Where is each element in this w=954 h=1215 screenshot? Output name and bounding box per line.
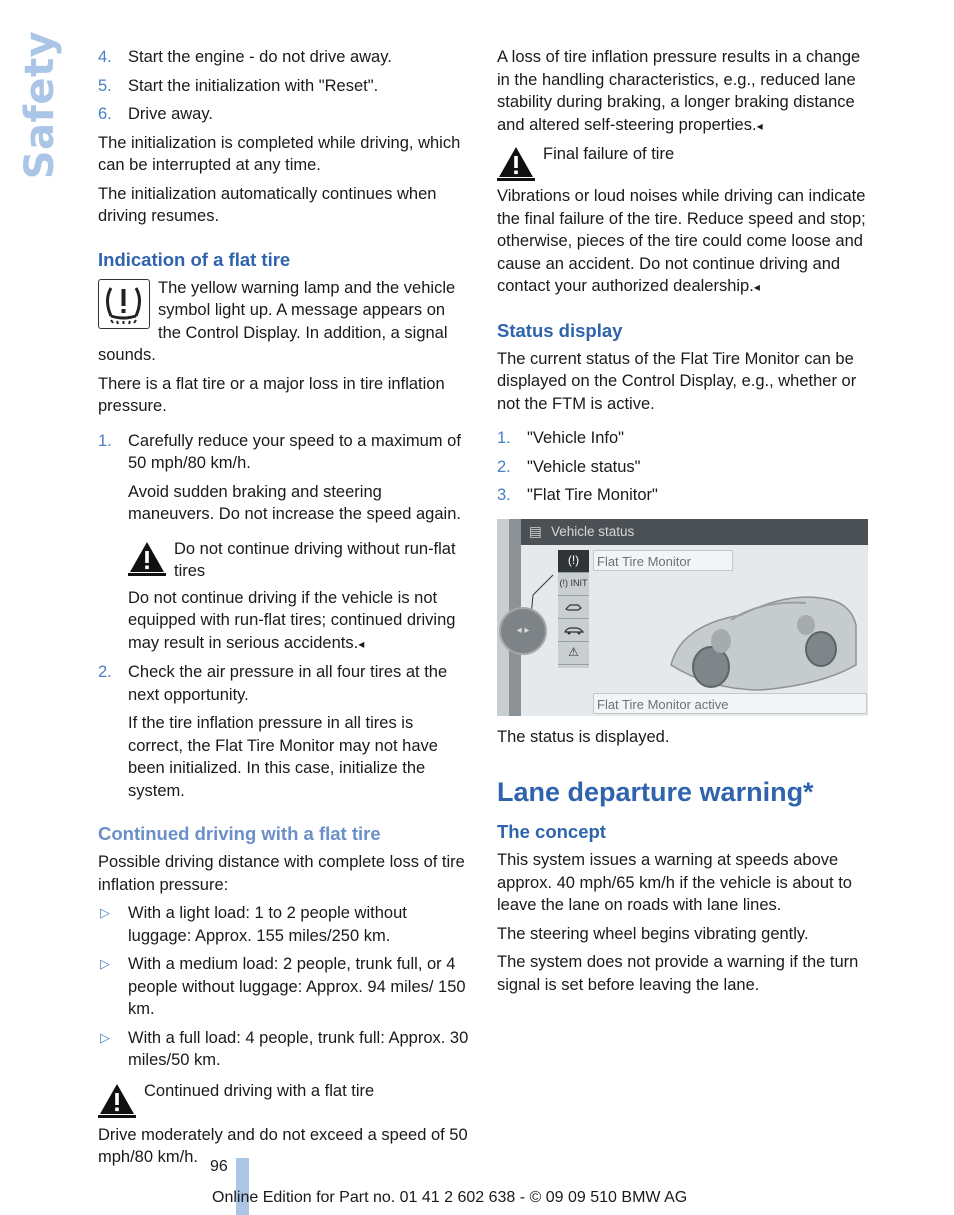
figure-caption: The status is displayed. xyxy=(497,727,670,746)
list-text: Start the initialization with "Reset". xyxy=(128,76,379,95)
paragraph: The initialization automatically continues when driving resumes. xyxy=(98,184,437,225)
menu-car-icon[interactable] xyxy=(558,619,589,642)
heading-lane-departure: Lane departure warning* xyxy=(497,777,814,807)
list-number: 1. xyxy=(98,431,112,450)
bullet-item xyxy=(98,1027,470,1072)
list-number: 5. xyxy=(98,76,112,95)
warning-title: Continued driving with a flat tire xyxy=(144,1081,375,1100)
bullet-triangle-icon: ▷ xyxy=(100,1029,110,1045)
bullet-text: With a medium load: 2 people, trunk full, or 4 people without luggage: Approx. 94 miles/ 150 km. xyxy=(128,955,466,1018)
list-number: 6. xyxy=(98,105,112,123)
left-column xyxy=(98,46,470,1175)
paragraph: A loss of tire inflation pressure results in a change in the handling characteristics, e.g., reduced lane stability during braking, a longer braking distance and altered self-steering properties.◂ xyxy=(497,48,861,134)
paragraph: The system does not provide a warning if the turn signal is set before leaving the lane. xyxy=(497,953,859,994)
tire-pressure-warning-icon xyxy=(98,279,150,329)
warning-triangle-icon xyxy=(98,1082,136,1118)
menu-flat-tire-icon[interactable]: (!) xyxy=(558,550,589,573)
warning-triangle-icon xyxy=(497,145,535,181)
bullet-triangle-icon: ▷ xyxy=(100,905,110,920)
list-text: Carefully reduce your speed to a maximum of 50 mph/80 km/h. xyxy=(128,431,461,472)
warning-header xyxy=(128,538,470,583)
menu-option-flat-tire-monitor[interactable]: Flat Tire Monitor xyxy=(593,550,733,571)
right-column xyxy=(497,46,869,1002)
menu-oil-icon[interactable] xyxy=(558,596,589,619)
list-item xyxy=(497,427,869,450)
bullet-text: With a light load: 1 to 2 people without luggage: Approx. 155 miles/250 km. xyxy=(128,904,407,945)
warning-header xyxy=(497,143,869,183)
warning-continued-driving xyxy=(98,1080,470,1169)
menu-init-icon[interactable]: (!) INIT xyxy=(558,573,589,596)
warning-run-flat xyxy=(98,538,470,656)
bullet-item xyxy=(98,953,470,1021)
menu-warning-icon[interactable]: ⚠ xyxy=(558,642,589,665)
list-item xyxy=(98,661,470,706)
list-item xyxy=(98,46,470,69)
section-tab-label: Safety xyxy=(16,30,63,180)
warning-title: Do not continue driving without run-flat tires xyxy=(174,539,456,580)
paragraph: Avoid sudden braking and steering maneuvers. Do not increase the speed again. xyxy=(128,482,461,523)
edition-line: Online Edition for Part no. 01 41 2 602 638 - © 09 09 510 BMW AG xyxy=(212,1189,688,1206)
paragraph: The steering wheel begins vibrating gently. xyxy=(497,924,809,943)
warning-header xyxy=(98,1080,470,1120)
warning-title: Final failure of tire xyxy=(543,145,675,163)
paragraph: If the tire inflation pressure in all tires is correct, the Flat Tire Monitor may not have been initialized. In this case, initialize the system. xyxy=(128,714,438,800)
screen-header-title: Vehicle status xyxy=(551,523,635,539)
bullet-text: With a full load: 4 people, trunk full: Approx. 30 miles/50 km. xyxy=(128,1028,469,1069)
heading-flat-tire: Indication of a flat tire xyxy=(98,248,291,270)
flat-tire-indicator-note xyxy=(98,277,470,367)
list-text: "Vehicle Info" xyxy=(527,429,625,447)
paragraph: This system issues a warning at speeds above approx. 40 mph/65 km/h if the vehicle is about to leave the lane on roads with lane lines. xyxy=(497,851,852,914)
list-text: Start the engine - do not drive away. xyxy=(128,48,392,66)
warning-body: Drive moderately and do not exceed a speed of 50 mph/80 km/h. xyxy=(98,1125,468,1166)
page-number: 96 xyxy=(210,1158,228,1175)
list-item xyxy=(497,484,869,507)
warning-body: Vibrations or loud noises while driving can indicate the final failure of the tire. Reduce speed and stop; otherwise, pieces of the tire could come loose and cause an accident. Do not continue driving and contact your authorized dealership.◂ xyxy=(497,187,866,295)
list-item xyxy=(98,103,470,126)
heading-status-display: Status display xyxy=(497,319,623,341)
warning-final-failure xyxy=(497,143,869,299)
list-text: "Flat Tire Monitor" xyxy=(527,486,658,504)
list-number: 1. xyxy=(497,429,511,447)
warning-body: Do not continue driving if the vehicle is not equipped with run-flat tires; continued driving may result in serious accidents.◂ xyxy=(128,588,456,652)
paragraph: Possible driving distance with complete loss of tire inflation pressure: xyxy=(98,853,465,894)
heading-concept: The concept xyxy=(497,821,606,842)
screen-header xyxy=(521,519,868,545)
paragraph: There is a flat tire or a major loss in tire inflation pressure. xyxy=(98,374,445,415)
list-number: 3. xyxy=(497,486,511,504)
list-item xyxy=(98,430,470,475)
controller-knob-icon: ◂ ▸ xyxy=(499,607,547,655)
paragraph: The initialization is completed while driving, which can be interrupted at any time. xyxy=(98,133,461,174)
list-number: 2. xyxy=(98,663,112,681)
list-number: 2. xyxy=(497,457,511,476)
warning-triangle-icon xyxy=(128,540,166,576)
flat-tire-text: The yellow warning lamp and the vehicle symbol light up. A message appears on the Control Display. In addition, a signal sounds. xyxy=(98,278,456,364)
screen-header-icon: ▤ xyxy=(529,523,542,539)
status-menu xyxy=(558,550,589,668)
section-tab xyxy=(16,30,63,180)
list-text: "Vehicle status" xyxy=(527,457,641,476)
list-number: 4. xyxy=(98,48,112,66)
list-text: Check the air pressure in all four tires at the next opportunity. xyxy=(128,663,448,704)
list-item xyxy=(497,456,869,479)
list-text: Drive away. xyxy=(128,105,213,123)
status-line: Flat Tire Monitor active xyxy=(593,693,867,714)
paragraph: The current status of the Flat Tire Monitor can be displayed on the Control Display, e.g., whether or not the FTM is active. xyxy=(497,349,857,413)
list-item xyxy=(98,75,470,98)
bullet-item xyxy=(98,902,470,947)
bullet-triangle-icon: ▷ xyxy=(100,956,110,971)
vehicle-status-screenshot xyxy=(497,519,868,716)
heading-continued-driving: Continued driving with a flat tire xyxy=(98,823,381,844)
